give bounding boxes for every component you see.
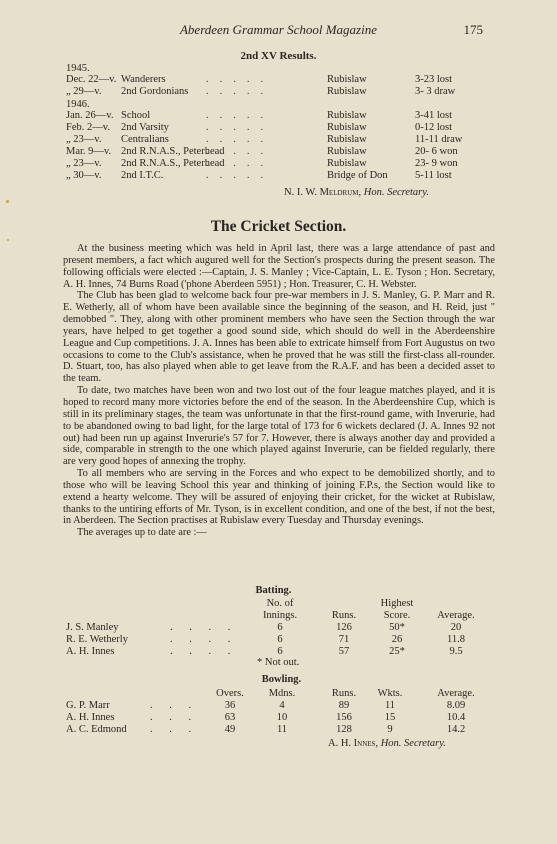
page-number: 175 bbox=[463, 22, 483, 37]
highest-score-value: 50* bbox=[389, 622, 405, 633]
leader-dots: ..... bbox=[206, 158, 275, 169]
leader-dots: ..... bbox=[206, 122, 275, 133]
paragraph: The Club has been glad to welcome back four pre-war members in J. S. Manley, G. P. Marr and R. E. Wetherly, all of whom have been available since the beginning of the season, and H. Reid, just " demobbed ". They, along with other prominent members who have seen the Section through the war years, have helped to get together a good sound side, which should do well in the Aberdeenshire League and Cup competitions. J. A. Innes has been able to extricate himself from Fort Augustus on two occasions to come to the Club's assistance, when he proved that he was still the first-class all-rounder. D. Stuart, too, has also played when able to get leave from the R.A.F. and has been a decided asset to the team. bbox=[63, 290, 495, 385]
results-heading: 2nd XV Results. bbox=[240, 50, 317, 62]
fixture-date: Mar. 9—v. bbox=[66, 146, 112, 157]
col-header: Innings. bbox=[262, 610, 298, 621]
fixture-result: 0-12 lost bbox=[415, 122, 453, 133]
col-header: Mdns. bbox=[268, 688, 296, 699]
leader-dots: . . . . bbox=[170, 634, 238, 645]
fixture-opponent: School bbox=[121, 110, 151, 121]
overs-value: 49 bbox=[224, 724, 236, 735]
paragraph: To all members who are serving in the Forces and who expect to be demobilized shortly, and to those who will be leaving School this year and thinking of joining F.P.s, the Section would like to extend a hearty welcome. They will be assured of enjoying their cricket, for the wicket at Rubislaw, thanks to the untiring efforts of Mr. Tyson, is in excellent condition, and one of the best, if not the best, in Aberdeen. The Section practises at Rubislaw every Tuesday and Thursday evenings. bbox=[63, 468, 495, 527]
runs-value: 71 bbox=[338, 634, 350, 645]
fixture-ground: Bridge of Don bbox=[327, 170, 388, 181]
innings-value: 6 bbox=[277, 646, 283, 657]
runs-value: 57 bbox=[338, 646, 350, 657]
paragraph: To date, two matches have been won and two lost out of the four league matches played, and it is hoped to record many more victories before the end of the season. In the Aberdeenshire Cup, which is still in its preliminary stages, the team was unfortunate in that the first-round game, with Inverurie, had to be abandoned owing to bad light, for the large total of 173 for 6 wickets declared (J. A. Innes 92 not out) had been run up against Inverurie's 57 for 7. However, there is always another day and provided a side, comparable in strength to the one which played against Inverurie, can be fielded regularly, there are very good hopes of annexing the trophy. bbox=[63, 385, 495, 468]
signoff-role: Hon. Secretary. bbox=[380, 738, 446, 749]
wickets-value: 9 bbox=[387, 724, 393, 735]
wickets-value: 15 bbox=[384, 712, 396, 723]
fixture-ground: Rubislaw bbox=[327, 134, 367, 145]
footnote: * Not out. bbox=[257, 657, 300, 668]
maidens-value: 11 bbox=[276, 724, 288, 735]
player-name: J. S. Manley bbox=[66, 622, 119, 633]
col-header: No. of bbox=[266, 598, 294, 609]
runs-value: 128 bbox=[336, 724, 352, 735]
signoff-name: Meldrum, bbox=[319, 187, 362, 198]
cricket-section-title: The Cricket Section. bbox=[210, 218, 347, 235]
paper-speck bbox=[6, 200, 9, 203]
col-header: Runs. bbox=[331, 610, 357, 621]
average-value: 10.4 bbox=[446, 712, 466, 723]
leader-dots: ..... bbox=[206, 146, 275, 157]
overs-value: 36 bbox=[224, 700, 236, 711]
leader-dots: ..... bbox=[206, 170, 275, 181]
player-name: A. H. Innes bbox=[66, 712, 115, 723]
leader-dots: ..... bbox=[206, 110, 275, 121]
leader-dots: . . . . bbox=[170, 622, 238, 633]
fixture-date: Feb. 2—v. bbox=[66, 122, 110, 133]
average-value: 8.09 bbox=[446, 700, 466, 711]
col-header: Runs. bbox=[331, 688, 357, 699]
leader-dots: ..... bbox=[206, 86, 275, 97]
signoff-role: Hon. Secretary. bbox=[363, 187, 429, 198]
col-header: Average. bbox=[437, 688, 475, 699]
paper-speck bbox=[7, 239, 9, 241]
leader-dots: . . . . bbox=[170, 646, 238, 657]
magazine-title: Aberdeen Grammar School Magazine bbox=[179, 22, 377, 37]
leader-dots: . . . bbox=[150, 712, 199, 723]
runs-value: 156 bbox=[336, 712, 352, 723]
leader-dots: . . . bbox=[150, 724, 199, 735]
col-header: Overs. bbox=[216, 688, 244, 699]
fixture-opponent: 2nd Gordonians bbox=[121, 86, 189, 97]
batting-table bbox=[0, 598, 557, 668]
average-value: 9.5 bbox=[449, 646, 463, 657]
fixture-opponent: 2nd R.N.A.S., Peterhead bbox=[121, 146, 225, 157]
bowling-table bbox=[0, 688, 557, 758]
player-name: R. E. Wetherly bbox=[66, 634, 128, 645]
bowling-heading: Bowling. bbox=[261, 674, 302, 685]
fixture-date: „ 23—v. bbox=[66, 158, 102, 169]
fixture-date: Dec. 22—v. bbox=[66, 74, 117, 85]
innings-value: 6 bbox=[277, 634, 283, 645]
col-header: Score. bbox=[383, 610, 411, 621]
fixture-result: 23- 9 won bbox=[415, 158, 458, 169]
average-value: 20 bbox=[450, 622, 462, 633]
cricket-report bbox=[63, 243, 495, 539]
fixture-ground: Rubislaw bbox=[327, 86, 367, 97]
fixture-ground: Rubislaw bbox=[327, 74, 367, 85]
fixture-result: 3- 3 draw bbox=[415, 86, 456, 97]
paragraph: The averages up to date are :— bbox=[77, 527, 207, 539]
average-value: 11.8 bbox=[447, 634, 465, 645]
fixture-ground: Rubislaw bbox=[327, 158, 367, 169]
fixture-opponent: 2nd Varsity bbox=[121, 122, 169, 133]
fixture-result: 20- 6 won bbox=[415, 146, 458, 157]
batting-heading: Batting. bbox=[255, 585, 292, 596]
player-name: A. C. Edmond bbox=[66, 724, 127, 735]
player-name: A. H. Innes bbox=[66, 646, 115, 657]
average-value: 14.2 bbox=[446, 724, 466, 735]
col-header: Highest bbox=[380, 598, 414, 609]
fixture-row bbox=[66, 86, 496, 99]
signoff-name: A. H. Innes, bbox=[328, 738, 379, 749]
fixture-opponent: 2nd I.T.C. bbox=[121, 170, 164, 181]
fixture-result: 3-41 lost bbox=[415, 110, 453, 121]
fixture-result: 3-23 lost bbox=[415, 74, 453, 85]
year-label: 1945. bbox=[66, 63, 90, 74]
running-header bbox=[0, 22, 557, 40]
fixture-result: 5-11 lost bbox=[415, 170, 452, 181]
signoff-initials: N. I. W. bbox=[284, 187, 317, 198]
leader-dots: ..... bbox=[206, 74, 275, 85]
year-label: 1946. bbox=[66, 99, 90, 110]
highest-score-value: 26 bbox=[391, 634, 403, 645]
fixture-date: „ 30—v. bbox=[66, 170, 102, 181]
player-name: G. P. Marr bbox=[66, 700, 110, 711]
fixture-date: „ 29—v. bbox=[66, 86, 102, 97]
col-header: Average. bbox=[437, 610, 475, 621]
fixture-ground: Rubislaw bbox=[327, 146, 367, 157]
cricket-signoff bbox=[328, 738, 446, 749]
highest-score-value: 25* bbox=[389, 646, 405, 657]
fixture-ground: Rubislaw bbox=[327, 122, 367, 133]
paragraph: At the business meeting which was held in April last, there was a large attendance of past and present members, a fact which augured well for the Section's prospects during the present season. The following officials were elected :—Captain, J. S. Manley ; Vice-Captain, L. E. Tyson ; Hon. Secretary, A. H. Innes, 74 Burns Road ('phone Aberdeen 5951) ; Hon. Treasurer, C. H. Webster. bbox=[63, 243, 495, 290]
col-header: Wkts. bbox=[377, 688, 403, 699]
runs-value: 89 bbox=[338, 700, 350, 711]
leader-dots: ..... bbox=[206, 134, 275, 145]
fixture-date: Jan. 26—v. bbox=[66, 110, 114, 121]
wickets-value: 11 bbox=[384, 700, 396, 711]
maidens-value: 10 bbox=[276, 712, 288, 723]
fixture-result: 11-11 draw bbox=[415, 134, 463, 145]
fixture-row bbox=[66, 170, 496, 183]
innings-value: 6 bbox=[277, 622, 283, 633]
fixture-opponent: Centralians bbox=[121, 134, 169, 145]
leader-dots: . . . bbox=[150, 700, 199, 711]
fixture-ground: Rubislaw bbox=[327, 110, 367, 121]
results-signoff bbox=[284, 187, 429, 198]
fixture-date: „ 23—v. bbox=[66, 134, 102, 145]
overs-value: 63 bbox=[224, 712, 236, 723]
fixture-opponent: 2nd R.N.A.S., Peterhead bbox=[121, 158, 225, 169]
runs-value: 126 bbox=[336, 622, 352, 633]
fixture-opponent: Wanderers bbox=[121, 74, 166, 85]
maidens-value: 4 bbox=[279, 700, 285, 711]
